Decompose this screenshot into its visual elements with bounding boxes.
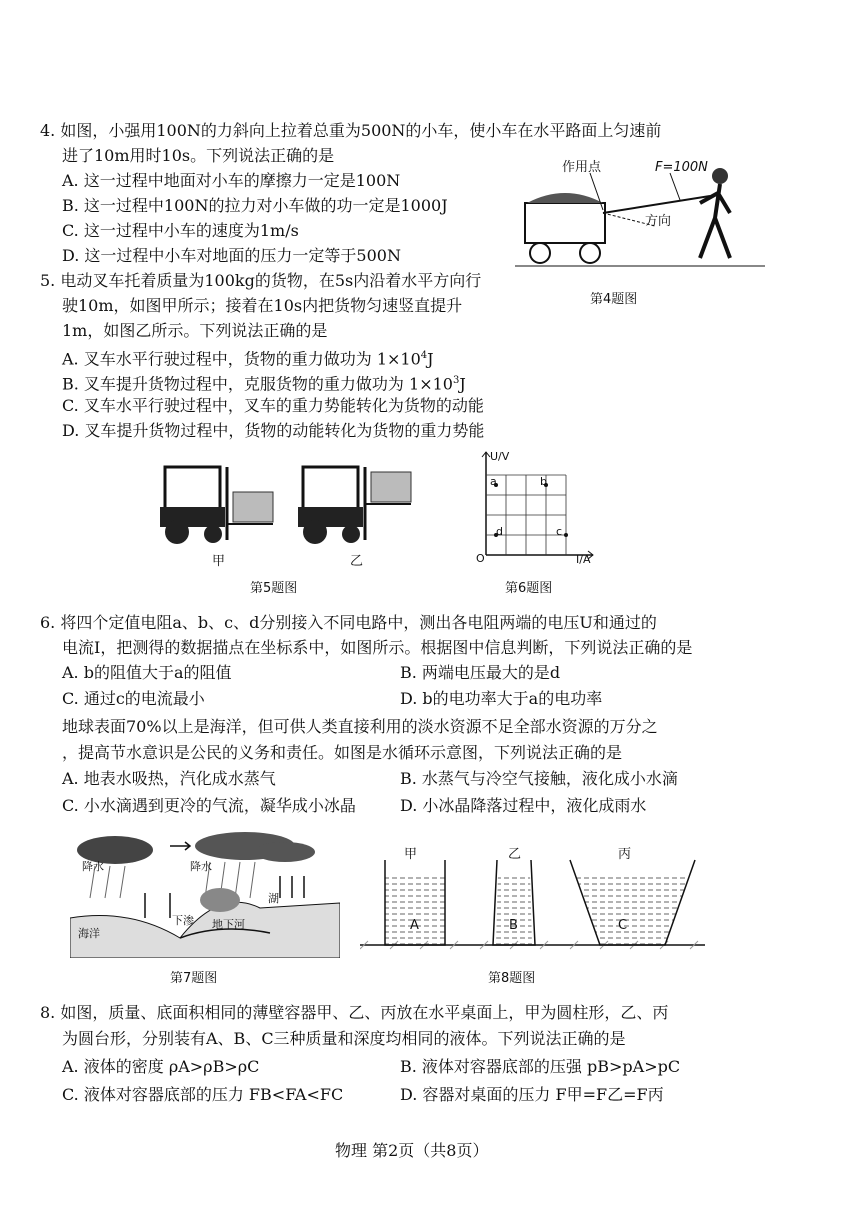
q6-option-a: A. b的阻值大于a的阻值 (62, 663, 232, 682)
q8-figure-label-bing: 丙 (618, 847, 632, 862)
q4-option-d: D. 这一过程中小车对地面的压力一定等于500N (62, 246, 401, 265)
q8-option-b: B. 液体对容器底部的压强 pB>pA>pC (400, 1057, 681, 1076)
q8-option-d: D. 容器对桌面的压力 F甲=F乙=F丙 (400, 1085, 664, 1104)
q7-figure-label-ocean: 海洋 (78, 927, 100, 940)
q8-option-a: A. 液体的密度 ρA>ρB>ρC (62, 1057, 260, 1076)
q4-figure-caption: 第4题图 (590, 292, 638, 307)
q4-figure-label-force: F=100N (655, 160, 708, 175)
q5-stem-line2: 驶10m，如图甲所示；接着在10s内把货物匀速竖直提升 (62, 296, 463, 315)
q4-figure-cart (515, 158, 765, 278)
q6-axis-y-label: U/V (490, 450, 510, 463)
q8-option-c: C. 液体对容器底部的压力 FB<FA<FC (62, 1085, 344, 1104)
q7-figure-water-cycle (70, 828, 340, 958)
q7-figure-caption: 第7题图 (170, 971, 218, 986)
q4-option-b: B. 这一过程中100N的拉力对小车做的功一定是1000J (62, 196, 448, 215)
q6-point-b: b (540, 475, 547, 488)
q8-figure-label-yi: 乙 (508, 847, 522, 862)
q7-option-b: B. 水蒸气与冷空气接触，液化成小水滴 (400, 769, 678, 788)
q6-option-c: C. 通过c的电流最小 (62, 689, 205, 708)
q6-stem-line1: 6. 将四个定值电阻a、b、c、d分别接入不同电路中，测出各电阻两端的电压U和通过的 (40, 613, 657, 632)
q7-option-c: C. 小水滴遇到更冷的气流，凝华成小冰晶 (62, 796, 356, 815)
q5-figure-forklift-jia (155, 462, 275, 547)
q5-stem-line1: 5. 电动叉车托着质量为100kg的货物，在5s内沿着水平方向行 (40, 271, 482, 290)
q5-figure-caption: 第5题图 (250, 581, 298, 596)
q8-liquid-label-c: C (618, 918, 628, 933)
q8-figure-label-jia: 甲 (404, 847, 418, 862)
q6-point-d: d (496, 525, 503, 538)
q6-option-d: D. b的电功率大于a的电功率 (400, 689, 603, 708)
q6-point-c: c (556, 525, 563, 538)
q7-figure-label-lake: 湖 (268, 892, 279, 905)
q7-figure-label-underground-river: 地下河 (212, 918, 245, 931)
q4-option-c: C. 这一过程中小车的速度为1m/s (62, 221, 299, 240)
q6-axis-x-label: I/A (576, 553, 591, 566)
q4-figure-label-point: 作用点 (562, 160, 602, 175)
q6-origin-label: O (476, 552, 485, 565)
q8-liquid-label-a: A (410, 918, 419, 933)
page-footer: 物理 第2页（共8页） (335, 1141, 489, 1160)
q8-stem-line2: 为圆台形，分别装有A、B、C三种质量和深度均相同的液体。下列说法正确的是 (62, 1029, 626, 1048)
q4-stem-line2: 进了10m用时10s。下列说法正确的是 (62, 146, 335, 165)
q7-figure-label-rain-2: 降水 (190, 860, 212, 873)
q5-figure-label-yi: 乙 (350, 554, 364, 569)
q7-option-a: A. 地表水吸热，汽化成水蒸气 (62, 769, 276, 788)
q7-stem-line1: 地球表面70%以上是海洋，但可供人类直接利用的淡水资源不足全部水资源的万分之 (62, 717, 658, 736)
q4-stem-line1: 4. 如图，小强用100N的力斜向上拉着总重为500N的小车，使小车在水平路面上匀速前 (40, 121, 662, 140)
q8-stem-line1: 8. 如图，质量、底面积相同的薄壁容器甲、乙、丙放在水平桌面上，甲为圆柱形，乙、丙 (40, 1003, 669, 1022)
q7-stem-line2: ，提高节水意识是公民的义务和责任。如图是水循环示意图，下列说法正确的是 (62, 743, 623, 762)
q8-figure-caption: 第8题图 (488, 971, 536, 986)
q5-option-c: C. 叉车水平行驶过程中，叉车的重力势能转化为货物的动能 (62, 396, 484, 415)
q4-option-a: A. 这一过程中地面对小车的摩擦力一定是100N (62, 171, 401, 190)
q8-liquid-label-b: B (509, 918, 518, 933)
q5-option-b: B. 叉车提升货物过程中，克服货物的重力做功为 $1\times 10^3J$ (62, 374, 466, 394)
q6-point-a: a (490, 475, 497, 488)
q5-option-d: D. 叉车提升货物过程中，货物的动能转化为货物的重力势能 (62, 421, 485, 440)
q7-figure-label-seep: 下渗 (172, 914, 194, 927)
q4-figure-label-direction: 方向 (645, 214, 672, 229)
q6-stem-line2: 电流I，把测得的数据描点在坐标系中，如图所示。根据图中信息判断，下列说法正确的是 (62, 638, 693, 657)
q6-option-b: B. 两端电压最大的是d (400, 663, 561, 682)
q5-stem-line3: 1m，如图乙所示。下列说法正确的是 (62, 321, 328, 340)
q6-figure-graph (468, 450, 598, 565)
q5-figure-label-jia: 甲 (212, 554, 226, 569)
q7-figure-label-rain-1: 降水 (82, 860, 104, 873)
q6-figure-caption: 第6题图 (505, 581, 553, 596)
q5-option-a: A. 叉车水平行驶过程中，货物的重力做功为 $1\times 10^4J$ (62, 349, 434, 369)
q7-option-d: D. 小冰晶降落过程中，液化成雨水 (400, 796, 647, 815)
q5-figure-forklift-yi (293, 462, 413, 547)
